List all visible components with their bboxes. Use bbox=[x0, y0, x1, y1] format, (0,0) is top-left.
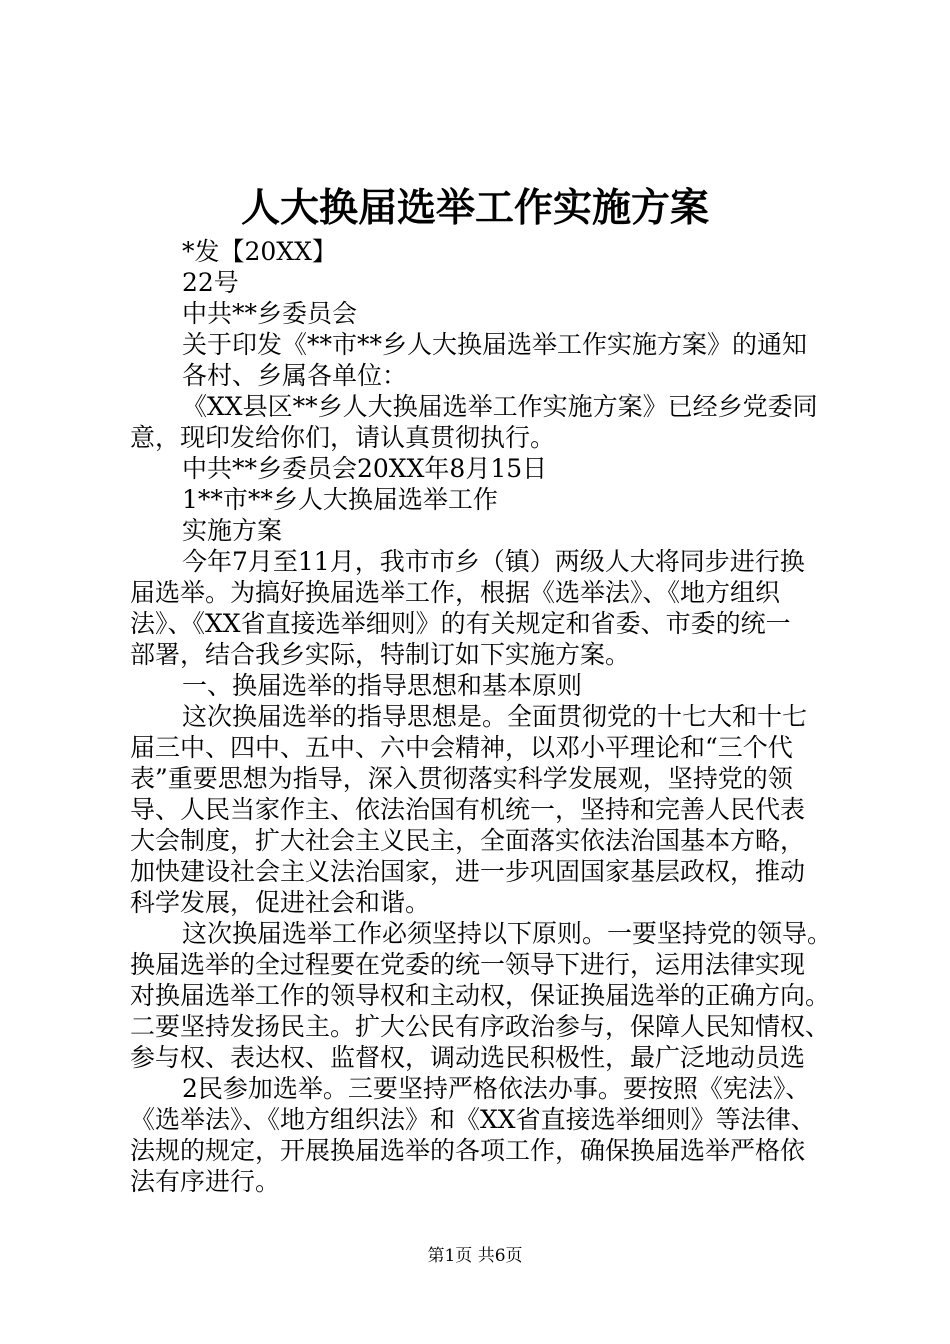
text-line: 今年7月至11月，我市市乡（镇）两级人大将同步进行换 bbox=[182, 547, 805, 576]
text-line: *发【20XX】 bbox=[182, 237, 337, 266]
text-line: 二要坚持发扬民主。扩大公民有序政治参与，保障人民知情权、 bbox=[130, 1012, 831, 1041]
text-line: 届选举。为搞好换届选举工作，根据《选举法》、《地方组织 bbox=[130, 578, 781, 607]
text-line: 导、人民当家作主、依法治国有机统一，坚持和完善人民代表 bbox=[130, 795, 806, 824]
text-line: 各村、乡属各单位： bbox=[182, 361, 408, 390]
page-footer: 第1页 共6页 bbox=[427, 1246, 523, 1266]
text-line: 部署，结合我乡实际，特制订如下实施方案。 bbox=[130, 640, 631, 669]
text-line: 法规的规定，开展换届选举的各项工作，确保换届选举严格依 bbox=[130, 1136, 806, 1165]
text-line: 这次换届选举工作必须坚持以下原则。一要坚持党的领导。 bbox=[182, 919, 833, 948]
text-line: 参与权、表达权、监督权，调动选民积极性，最广泛地动员选 bbox=[130, 1043, 806, 1072]
text-line: 加快建设社会主义法治国家，进一步巩固国家基层政权，推动 bbox=[130, 857, 806, 886]
text-line: 《XX县区**乡人大换届选举工作实施方案》已经乡党委同 bbox=[182, 392, 818, 421]
text-line: 中共**乡委员会20XX年8月15日 bbox=[182, 454, 548, 483]
text-line: 实施方案 bbox=[182, 516, 283, 545]
text-line: 这次换届选举的指导思想是。全面贯彻党的十七大和十七 bbox=[182, 702, 808, 731]
text-line: 22号 bbox=[182, 268, 239, 297]
text-line: 意，现印发给你们，请认真贯彻执行。 bbox=[130, 423, 556, 452]
text-line: 1**市**乡人大换届选举工作 bbox=[182, 485, 498, 514]
text-line: 届三中、四中、五中、六中会精神，以邓小平理论和“三个代 bbox=[130, 733, 793, 762]
text-line: 一、换届选举的指导思想和基本原则 bbox=[182, 671, 583, 700]
text-line: 《选举法》、《地方组织法》和《XX省直接选举细则》等法律、 bbox=[130, 1105, 816, 1134]
text-line: 关于印发《**市**乡人大换届选举工作实施方案》的通知 bbox=[182, 330, 808, 359]
text-line: 表”重要思想为指导，深入贯彻落实科学发展观，坚持党的领 bbox=[130, 764, 793, 793]
text-line: 2民参加选举。三要坚持严格依法办事。要按照《宪法》、 bbox=[182, 1074, 811, 1103]
text-line: 科学发展，促进社会和谐。 bbox=[130, 888, 431, 917]
text-line: 法》、《XX省直接选举细则》的有关规定和省委、市委的统一 bbox=[130, 609, 791, 638]
text-line: 换届选举的全过程要在党委的统一领导下进行，运用法律实现 bbox=[130, 950, 806, 979]
document-title: 人大换届选举工作实施方案 bbox=[240, 185, 709, 231]
text-line: 法有序进行。 bbox=[130, 1167, 281, 1196]
text-line: 对换届选举工作的领导权和主动权，保证换届选举的正确方向。 bbox=[130, 981, 831, 1010]
text-line: 中共**乡委员会 bbox=[182, 299, 358, 328]
document-body bbox=[130, 236, 833, 1197]
text-line: 大会制度，扩大社会主义民主，全面落实依法治国基本方略， bbox=[130, 826, 806, 855]
